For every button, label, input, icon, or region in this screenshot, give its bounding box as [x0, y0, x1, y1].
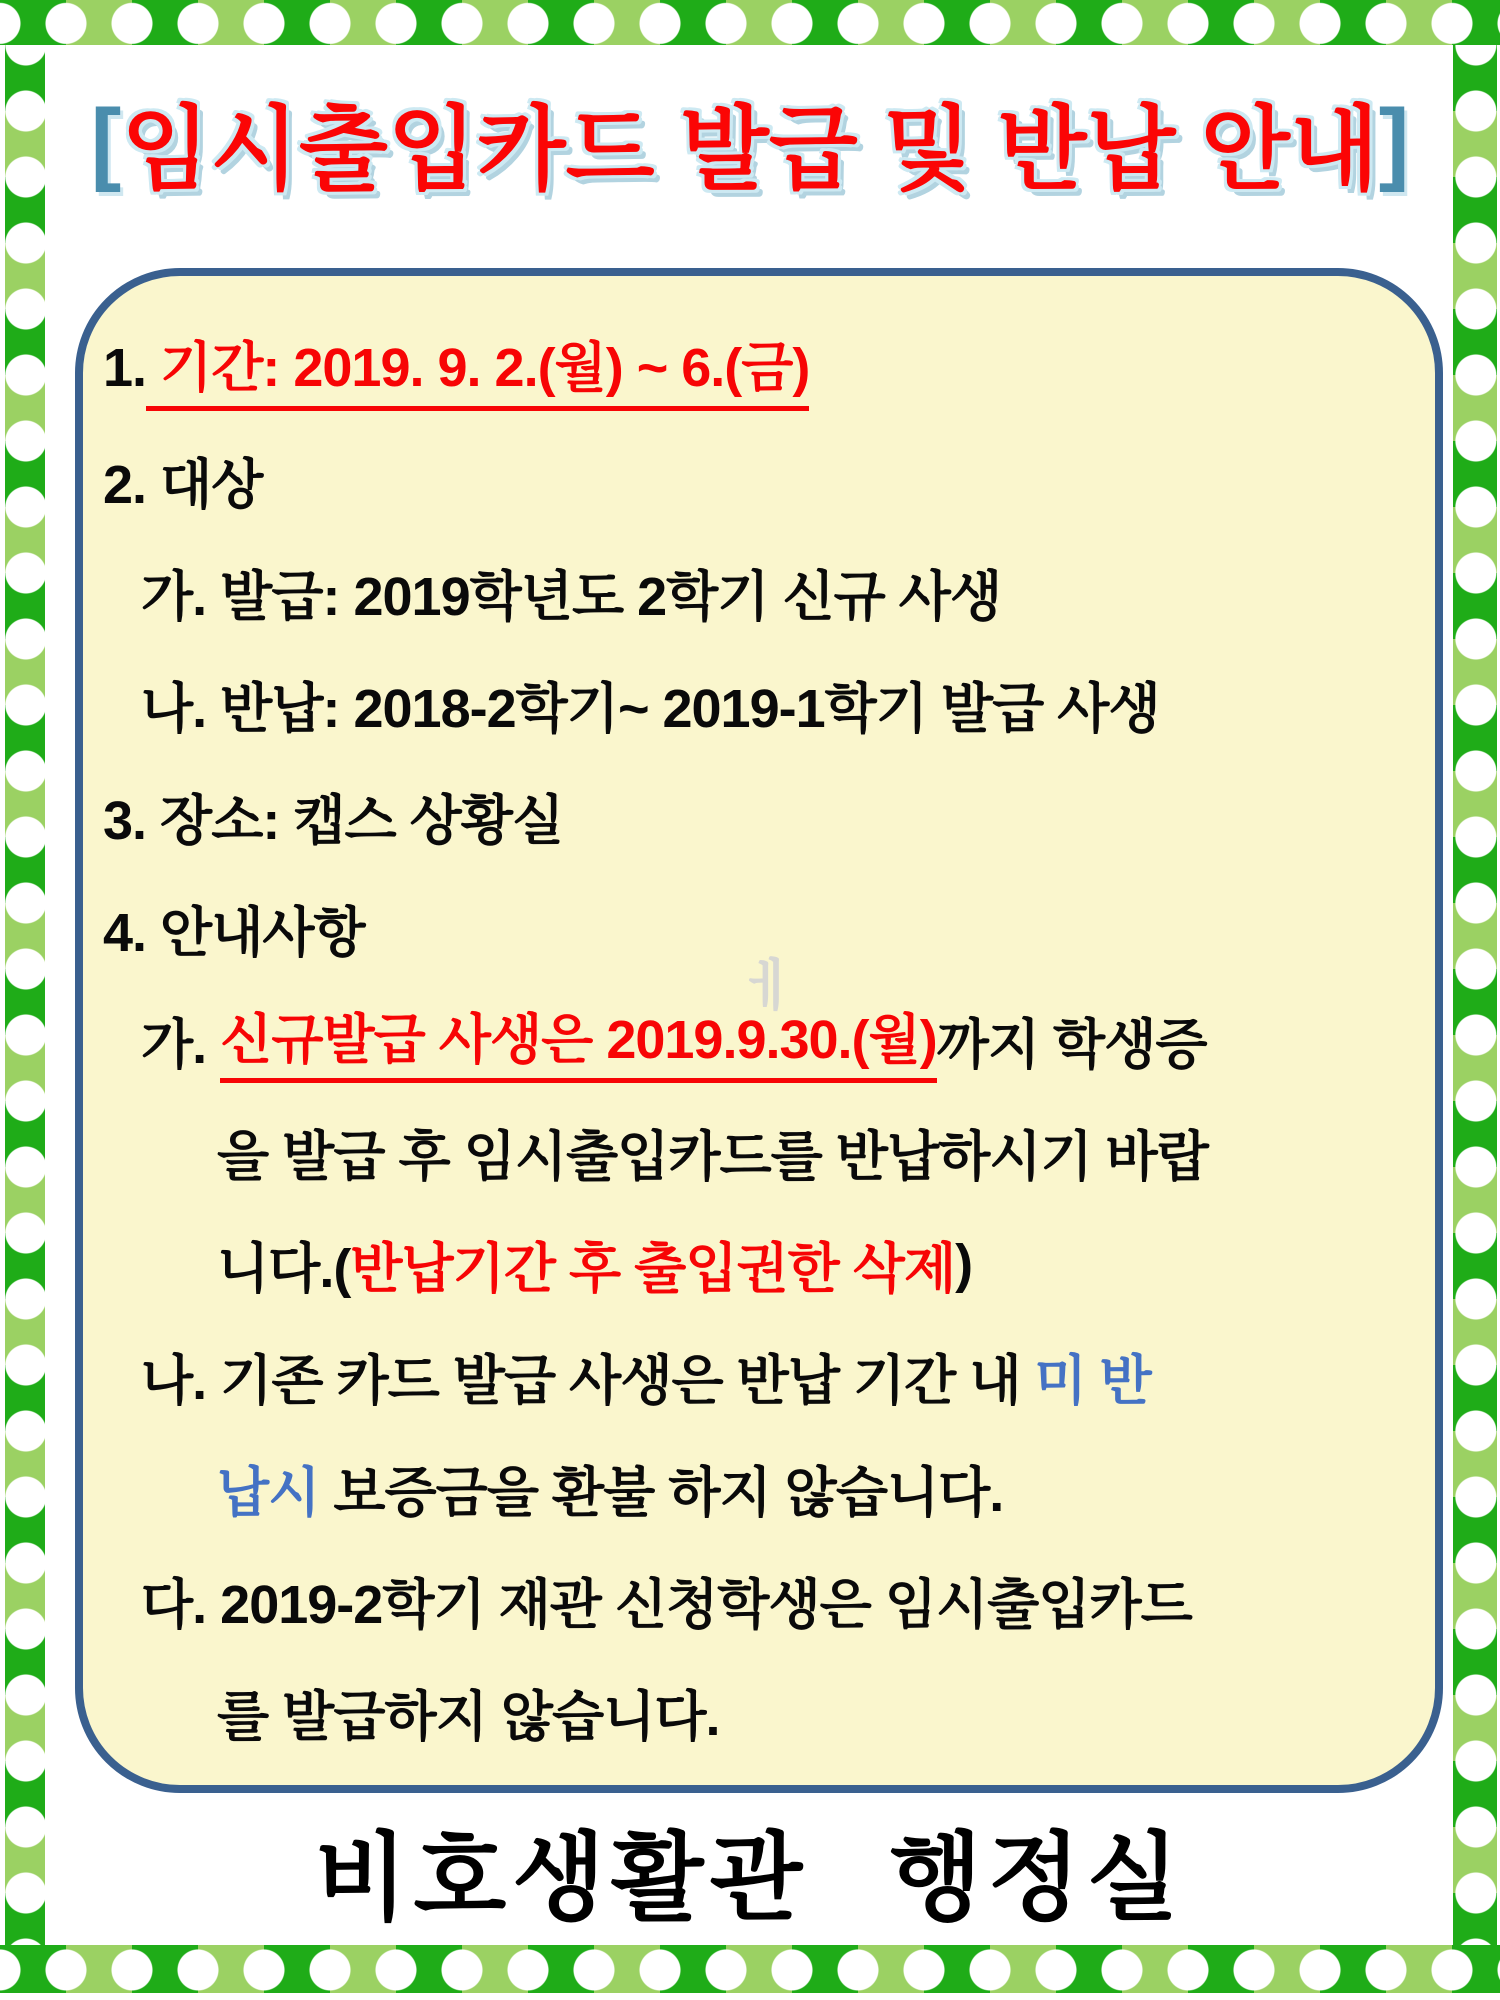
title-open-bracket: [	[90, 90, 122, 193]
notice-text-segment: 반납기간 후 출입권한 삭제	[350, 1238, 956, 1299]
notice-text-segment: 2. 대상	[103, 454, 263, 515]
notice-text-segment: )	[955, 1234, 973, 1294]
notice-text-segment: 나. 기존 카드 발급 사생은 반납 기간 내	[141, 1350, 1035, 1411]
notice-text-segment: 니다.(	[217, 1238, 351, 1299]
footer-office-name: 비호생활관 행정실	[314, 1825, 1186, 1932]
notice-text-segment: 신규발급 사생은 2019.9.30.(월)	[220, 997, 937, 1083]
notice-text-segment: 가.	[141, 1014, 221, 1075]
notice-text-segment: 을 발급 후 임시출입카드를 반납하시기 바랍	[217, 1126, 1208, 1187]
notice-text-segment: 미 반	[1034, 1350, 1151, 1411]
notice-line	[141, 1320, 1425, 1432]
notice-line	[217, 1432, 1425, 1544]
page-title	[50, 62, 1450, 222]
title-text: 임시출입카드 발급 및 반납 안내	[121, 99, 1379, 201]
notice-line	[141, 648, 1425, 760]
notice-line	[217, 1656, 1425, 1768]
notice-line	[141, 536, 1425, 648]
title-close-bracket: ]	[1378, 90, 1410, 193]
notice-text-segment: 기간: 2019. 9. 2.(월) ~ 6.(금)	[146, 325, 809, 411]
border-left-strip	[5, 45, 45, 1945]
notice-text-segment: 4. 안내사항	[103, 902, 365, 963]
notice-box	[75, 268, 1443, 1793]
notice-text-segment: 납시	[217, 1462, 320, 1523]
notice-text-segment: 1.	[103, 338, 147, 398]
notice-lines	[95, 312, 1425, 1768]
notice-line	[217, 1096, 1425, 1208]
notice-text-segment: 보증금을 환불 하지 않습니다.	[319, 1462, 1004, 1523]
notice-text-segment: 3. 장소: 캡스 상황실	[103, 790, 564, 851]
notice-text-segment: 다. 2019-2학기 재관 신청학생은 임시출입카드	[141, 1574, 1192, 1635]
border-bottom-strip	[0, 1945, 1500, 1993]
border-top-strip	[0, 0, 1500, 45]
notice-text-segment: 가. 발급: 2019학년도 2학기 신규 사생	[141, 566, 1002, 627]
notice-line	[103, 424, 1425, 536]
stray-mark-artifact: ㅔ	[742, 954, 797, 1017]
notice-line	[103, 760, 1425, 872]
notice-line	[217, 1208, 1425, 1320]
notice-text-segment: 나. 반납: 2018-2학기~ 2019-1학기 발급 사생	[141, 678, 1160, 739]
border-right-strip	[1453, 45, 1497, 1945]
notice-line	[103, 312, 1425, 424]
notice-text-segment: 를 발급하지 않습니다.	[217, 1686, 720, 1747]
notice-line	[141, 1544, 1425, 1656]
notice-text-segment: 까지 학생증	[936, 1014, 1207, 1075]
